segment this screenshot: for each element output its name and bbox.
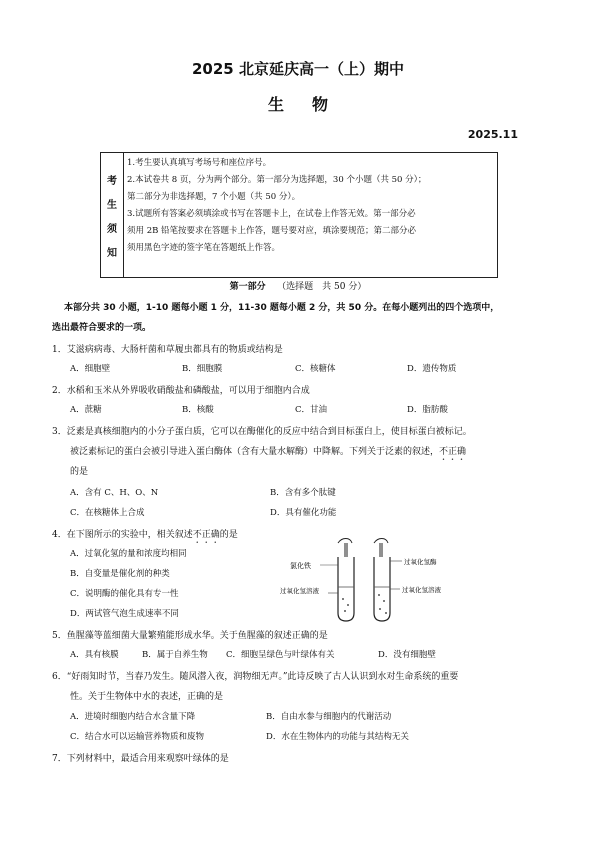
figure-label-left-bottom: 过氧化氢溶液 bbox=[280, 587, 319, 595]
q4-option-b: B．自变量是催化剂的种类 bbox=[70, 569, 170, 579]
q4-stem-text: 4．在下图所示的实验中，相关叙述 bbox=[52, 530, 193, 540]
notice-line: 1.考生要认真填写考场号和座位序号。 bbox=[127, 158, 272, 168]
part1-instruction-line2: 选出最符合要求的一项。 bbox=[52, 323, 152, 333]
subject-title: 生物 bbox=[267, 95, 356, 114]
notice-line: 须用黑色字迹的签字笔在答题纸上作答。 bbox=[127, 243, 281, 253]
q6-option-a: A．进境时细胞内结合水含量下降 bbox=[70, 712, 196, 722]
q6-line2: 性。关于生物体中水的表述，正确的是 bbox=[70, 692, 224, 702]
figure-label-left-top: 氯化铁 bbox=[290, 562, 311, 570]
exam-date: 2025.11 bbox=[467, 128, 518, 141]
q6-option-d: D．水在生物体内的功能与其结构无关 bbox=[266, 732, 409, 742]
q3-option-b: B．含有多个肽键 bbox=[270, 488, 336, 498]
notice-line: 须用 2B 铅笔按要求在答题卡上作答，题号要对应，填涂要规范；第二部分必 bbox=[127, 226, 417, 236]
q2-option-a: A．蔗糖 bbox=[70, 405, 102, 415]
q6-option-c: C．结合水可以运输营养物质和废物 bbox=[70, 732, 205, 742]
q6-line1: 6．“好雨知时节，当春乃发生。随风潜入夜，润物细无声。”此诗反映了古人认识到水对生命系统的重要 bbox=[52, 672, 459, 682]
q3-option-d: D．具有催化功能 bbox=[270, 508, 337, 518]
q3-line2 bbox=[70, 444, 466, 463]
part1-instruction-line1: 本部分共 30 小题，1-10 题每小题 1 分，11-30 题每小题 2 分，共 50 分。在每小题列出的四个选项中， bbox=[64, 303, 500, 313]
q3-line3: 的是 bbox=[70, 467, 89, 477]
q2-option-c: C．甘油 bbox=[295, 405, 328, 415]
part1-heading bbox=[0, 279, 596, 292]
q6-option-b: B．自由水参与细胞内的代谢活动 bbox=[266, 712, 392, 722]
q5-option-a: A．具有核膜 bbox=[70, 650, 119, 660]
part1-title: 第一部分 bbox=[229, 282, 266, 292]
q4-option-a: A．过氧化氢的量和浓度均相同 bbox=[70, 549, 187, 559]
left-dropper-icon bbox=[338, 539, 352, 558]
q3-option-c: C．在核糖体上合成 bbox=[70, 508, 145, 518]
q2-option-b: B．核酸 bbox=[182, 405, 214, 415]
notice-body bbox=[124, 153, 497, 277]
q1-option-c: C．核糖体 bbox=[295, 364, 336, 374]
q5-option-b: B．属于自养生物 bbox=[142, 650, 208, 660]
q5-stem: 5．鱼腥藻等蓝细菌大量繁殖能形成水华。关于鱼腥藻的叙述正确的是 bbox=[52, 631, 328, 641]
notice-label-char: 须 bbox=[107, 223, 117, 235]
q5-option-d: D．没有细胞壁 bbox=[378, 650, 436, 660]
notice-label-char: 考 bbox=[107, 175, 117, 187]
notice-label-char: 知 bbox=[107, 247, 117, 259]
candidate-notice-box bbox=[100, 152, 498, 278]
q4-emphasis: 不正确 bbox=[192, 530, 220, 540]
q7-stem: 7．下列材料中，最适合用来观察叶绿体的是 bbox=[52, 754, 229, 764]
q3-line2-text: 被泛素标记的蛋白会被引导进入蛋白酶体（含有大量水解酶）中降解。下列关于泛素的叙述， bbox=[70, 447, 440, 457]
q1-option-a: A．细胞壁 bbox=[70, 364, 111, 374]
exam-title: 2025 北京延庆高一（上）期中 bbox=[192, 60, 404, 78]
right-dropper-icon bbox=[374, 539, 388, 558]
q2-option-d: D．脂肪酸 bbox=[407, 405, 448, 415]
q3-line1: 3．泛素是真核细胞内的小分子蛋白质，它可以在酶催化的反应中结合到目标蛋白上，使目标蛋白被标记。 bbox=[52, 427, 472, 437]
q1-option-b: B．细胞膜 bbox=[182, 364, 223, 374]
figure-label-right-top: 过氧化氢酶 bbox=[404, 558, 437, 566]
notice-line: 3.试题所有答案必须填涂或书写在答题卡上，在试卷上作答无效。第一部分必 bbox=[127, 209, 416, 219]
q3-emphasis: 不正确 bbox=[439, 447, 467, 457]
right-test-tube-icon bbox=[374, 557, 390, 621]
q4-option-d: D．两试管气泡生成速率不同 bbox=[70, 609, 179, 619]
q4-option-c: C．说明酶的催化具有专一性 bbox=[70, 589, 179, 599]
figure-label-right-bottom: 过氧化氢溶液 bbox=[402, 586, 441, 594]
q5-option-c: C．细胞呈绿色与叶绿体有关 bbox=[226, 650, 335, 660]
left-test-tube-icon bbox=[338, 557, 354, 621]
q1-stem: 1．艾滋病病毒、大肠杆菌和草履虫都具有的物质或结构是 bbox=[52, 345, 283, 355]
notice-label-char: 生 bbox=[107, 199, 117, 211]
q1-option-d: D．遗传物质 bbox=[407, 364, 457, 374]
notice-label bbox=[101, 153, 124, 277]
q4-stem bbox=[52, 527, 238, 546]
test-tube-figure bbox=[280, 535, 480, 625]
q4-stem-end: 的是 bbox=[219, 530, 238, 540]
notice-line: 第二部分为非选择题，7 个小题（共 50 分）。 bbox=[127, 192, 301, 202]
q2-stem: 2．水稻和玉米从外界吸收硝酸盐和磷酸盐，可以用于细胞内合成 bbox=[52, 386, 310, 396]
q3-option-a: A．含有 C、H、O、N bbox=[70, 488, 159, 498]
notice-line: 2.本试卷共 8 页，分为两个部分。第一部分为选择题，30 个小题（共 50 分）； bbox=[127, 175, 427, 185]
part1-subtitle: （选择题 共 50 分） bbox=[277, 282, 367, 292]
